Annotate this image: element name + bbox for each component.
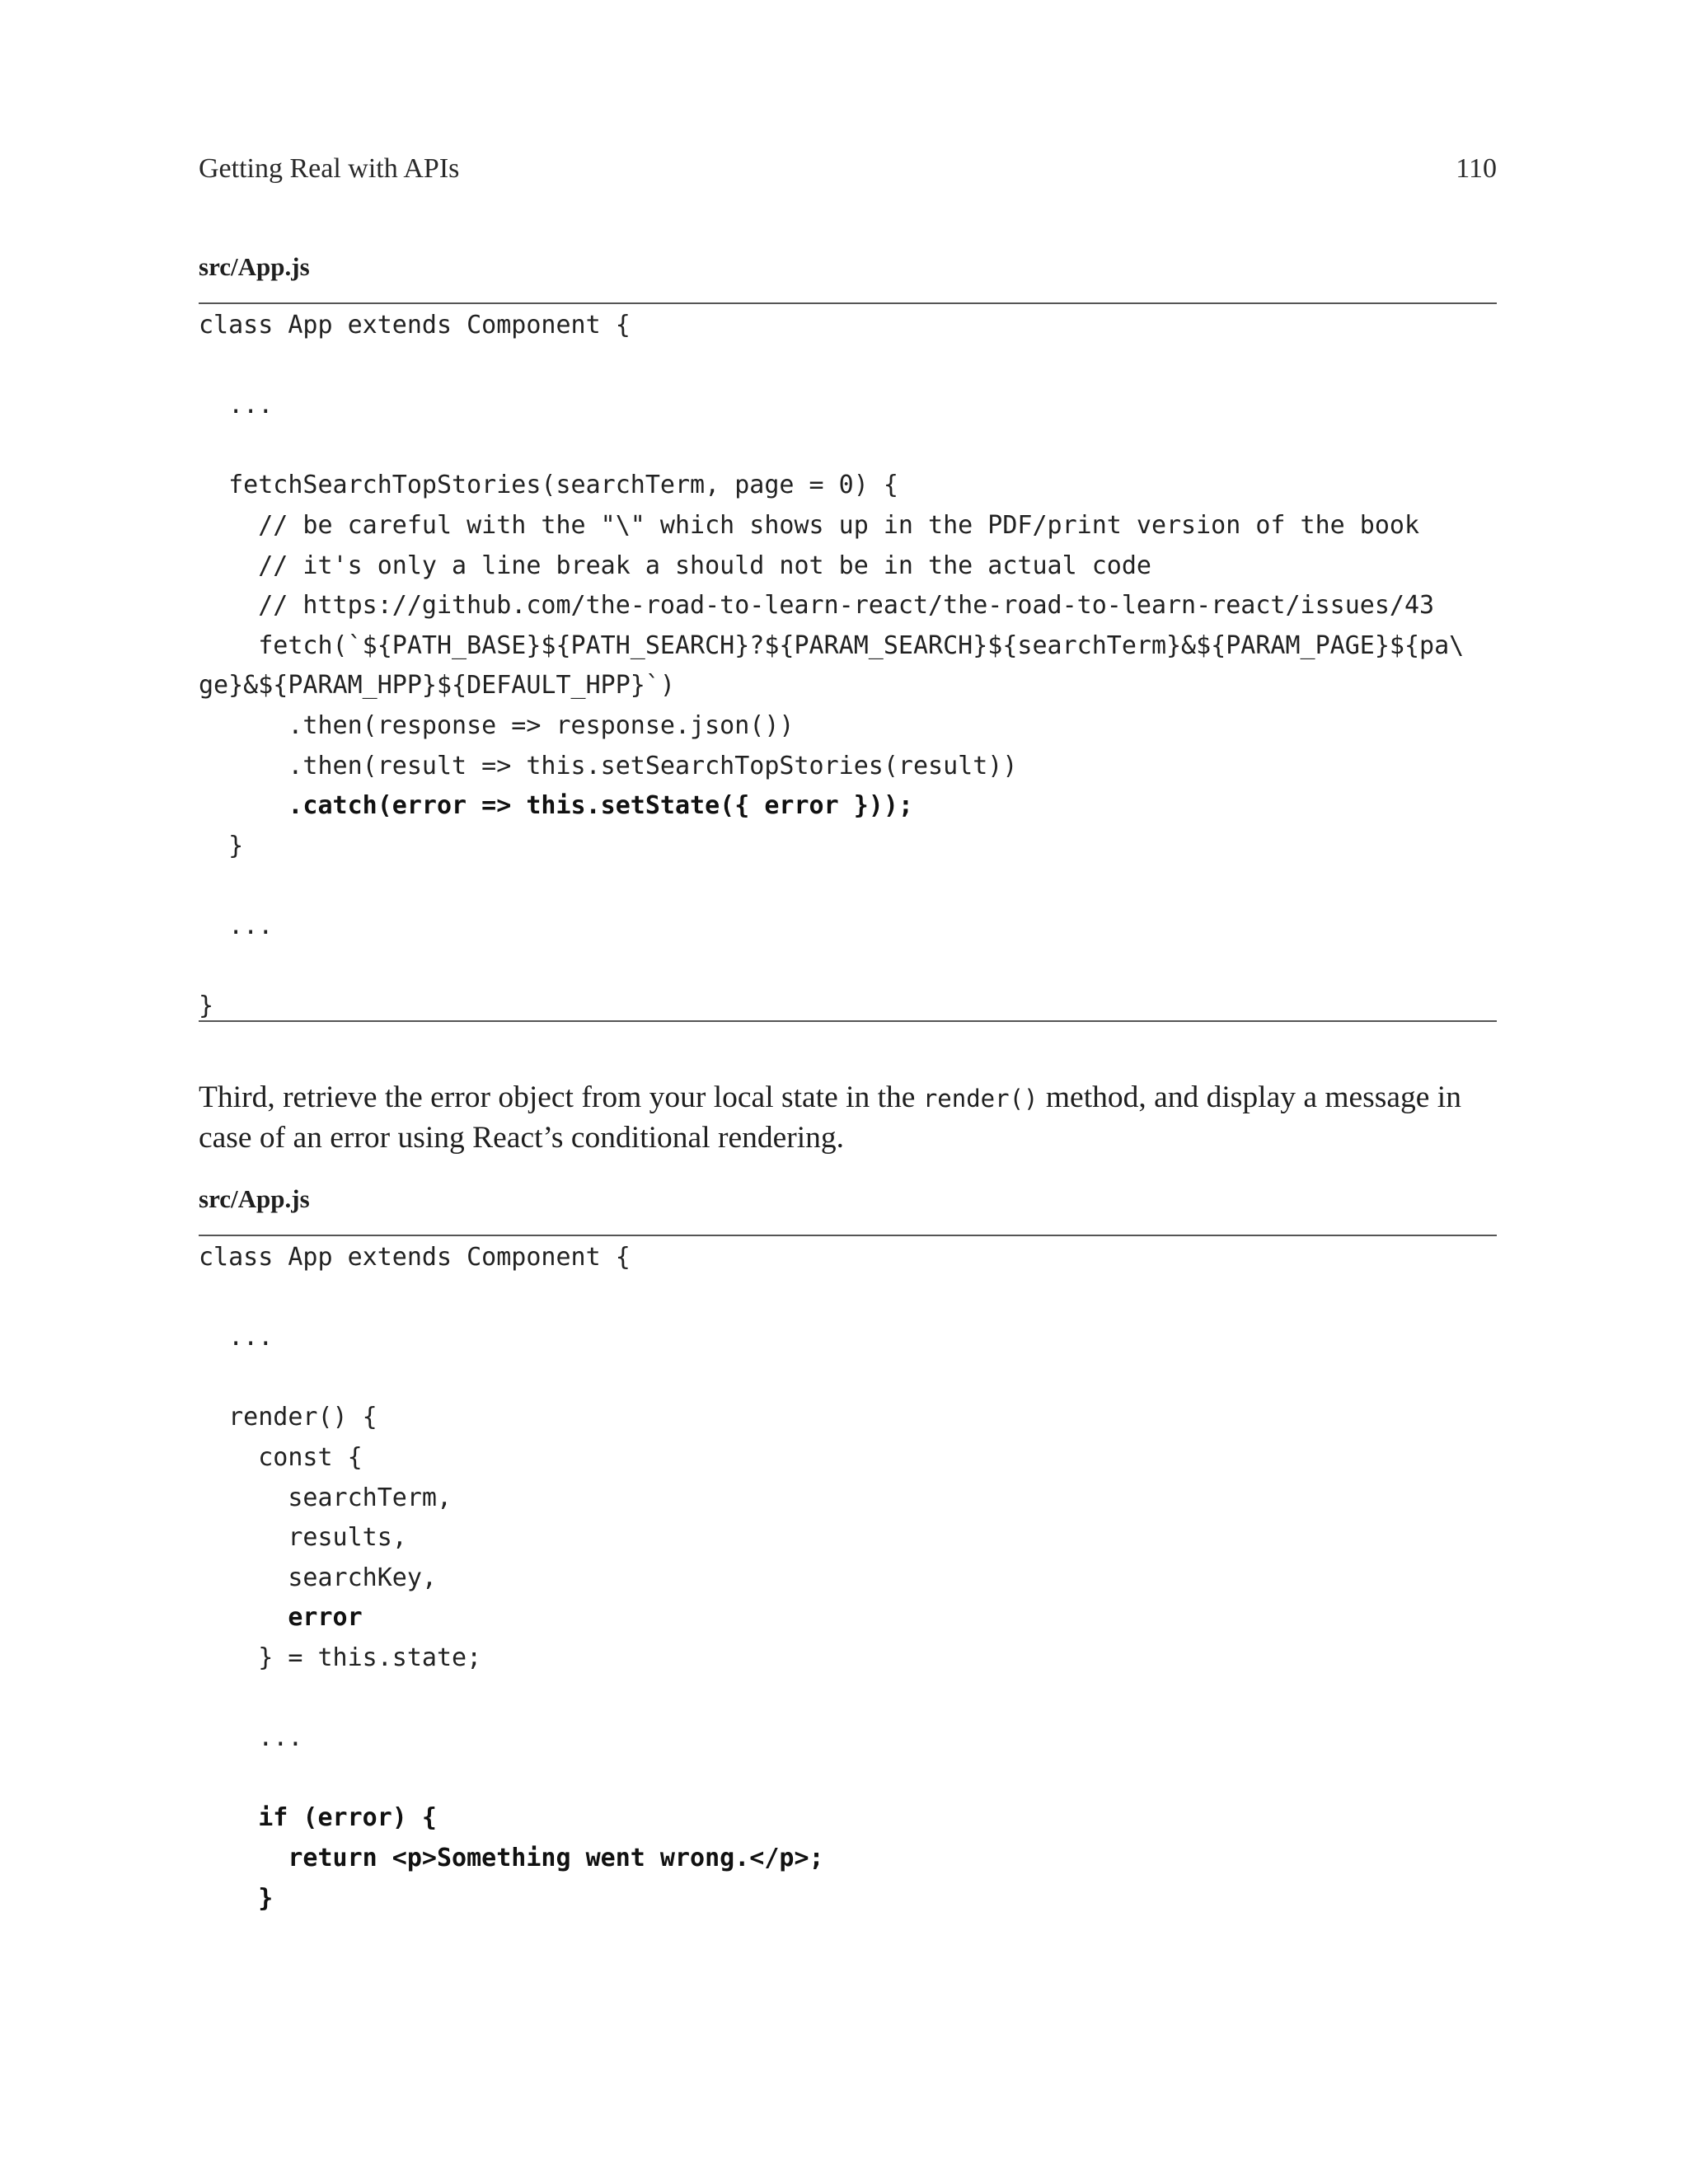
- code-line: [199, 1759, 1497, 1799]
- code-listing-2: [199, 1238, 1497, 1919]
- code-line: ...: [199, 911, 274, 940]
- code-line: ge}&${PARAM_HPP}${DEFAULT_HPP}`): [199, 671, 675, 701]
- code-line: .then(result => this.setSearchTopStories(result)): [199, 751, 1018, 780]
- page-number: 110: [1456, 153, 1497, 184]
- inline-code-render: render(): [922, 1085, 1039, 1113]
- code-line: fetchSearchTopStories(searchTerm, page = 0) {: [199, 471, 898, 500]
- body-paragraph: [199, 1078, 1497, 1158]
- code-line: ...: [199, 1323, 274, 1352]
- code-listing-1-filename: src/App.js: [199, 252, 310, 281]
- code-line: .catch(error => this.setState({ error }));: [199, 791, 913, 821]
- code-line: searchKey,: [199, 1563, 437, 1592]
- code-line: // be careful with the "\" which shows up in the PDF/print version of the book: [199, 510, 1420, 540]
- code-listing-1: [199, 306, 1497, 1027]
- code-listing-2-top-rule: [199, 1235, 1497, 1236]
- code-line: render() {: [199, 1403, 377, 1432]
- code-line: searchTerm,: [199, 1483, 452, 1512]
- code-line: }: [199, 1883, 274, 1913]
- code-line: [199, 1679, 1497, 1719]
- code-line: .then(response => response.json()): [199, 710, 795, 740]
- code-listing-2-filename: src/App.js: [199, 1184, 310, 1213]
- code-line: }: [199, 831, 244, 860]
- code-line: [199, 1358, 1497, 1399]
- code-line: fetch(`${PATH_BASE}${PATH_SEARCH}?${PARAM_SEARCH}${searchTerm}&${PARAM_PAGE}${pa\: [199, 630, 1465, 660]
- code-line: [199, 426, 1497, 466]
- code-line: [199, 866, 1497, 907]
- code-line: if (error) {: [199, 1803, 437, 1833]
- code-line: // https://github.com/the-road-to-learn-react/the-road-to-learn-react/issues/43: [199, 591, 1435, 621]
- running-header: [199, 153, 1497, 194]
- chapter-title: Getting Real with APIs: [199, 153, 460, 184]
- paragraph-text-start: Third, retrieve the error object from your local state in the: [199, 1080, 923, 1114]
- code-line: ...: [199, 1723, 303, 1753]
- code-line: const {: [199, 1442, 363, 1472]
- code-line: ...: [199, 391, 274, 420]
- code-listing-1-top-rule: [199, 302, 1497, 304]
- code-line: } = this.state;: [199, 1643, 482, 1672]
- code-line: // it's only a line break a should not be in the actual code: [199, 551, 1151, 580]
- code-line: class App extends Component {: [199, 311, 631, 340]
- code-line: }: [199, 991, 214, 1021]
- code-line: [199, 947, 1497, 987]
- code-line: results,: [199, 1523, 407, 1553]
- code-line: [199, 346, 1497, 387]
- code-line: [199, 1278, 1497, 1319]
- paragraph-text-end: method, and display a message in case of an error using React’s conditional rendering.: [199, 1080, 1461, 1155]
- code-line: class App extends Component {: [199, 1243, 631, 1272]
- code-line: return <p>Something went wrong.</p>;: [199, 1843, 824, 1872]
- code-line: error: [199, 1603, 363, 1633]
- code-listing-1-bottom-rule: [199, 1020, 1497, 1022]
